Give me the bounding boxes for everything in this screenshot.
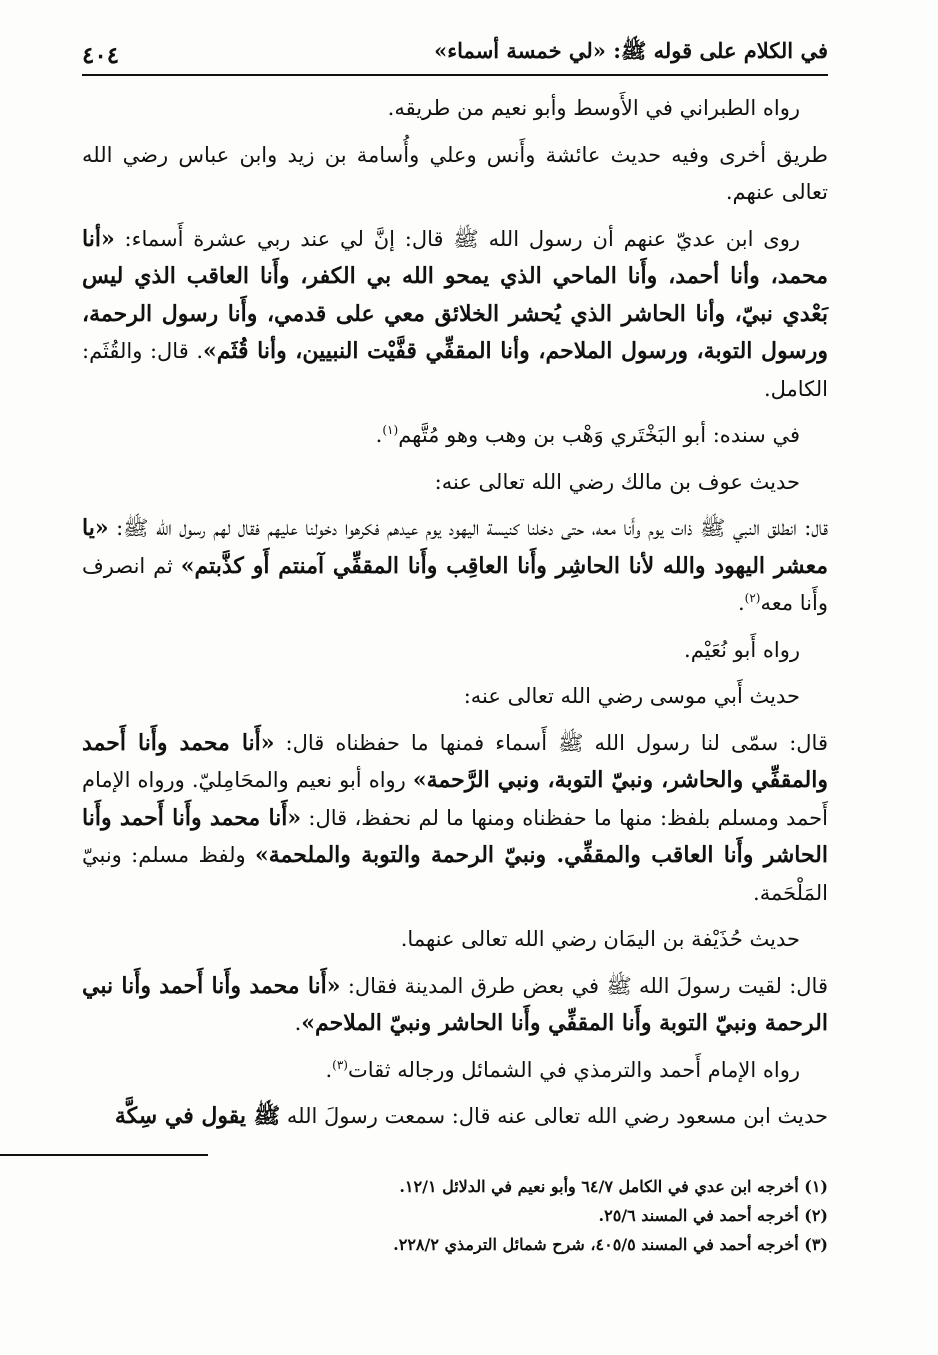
text: طريق أخرى وفيه حديث عائشة وأَنس وعلي وأُسامة بن زيد وابن عباس رضي الله تعالى عنهم.: [82, 142, 828, 204]
paragraph: [82, 464, 828, 502]
paragraph: [82, 417, 828, 455]
paragraph: [82, 632, 828, 670]
section-heading: حديث أَبي موسى رضي الله تعالى عنه:: [463, 684, 800, 708]
footnotes: [98, 1172, 828, 1259]
paragraph: [82, 137, 828, 212]
text: .: [294, 1011, 302, 1035]
header-title: في الكلام على قوله ﷺ: «لي خمسة أسماء»: [434, 38, 828, 63]
text: رواه الطبراني في الأَوسط وأبو نعيم من طريقه.: [387, 96, 800, 120]
paragraph: [82, 1052, 828, 1090]
text: رواه أبو نعيم والمحَامِليّ. ورواه الإمام أَحمد ومسلم بلفظ: منها ما حفظناه ومنها ما لم نحفظ، قال:: [82, 768, 828, 830]
text: قال: انطلق النبي ﷺ ذات يوم وأَنا معه، حتى دخلنا كنيسة اليهود يوم عيدهم فكرهوا دخولنا عليهم فقال لهم رسول الله ﷺ:: [108, 516, 828, 540]
paragraph: [82, 968, 828, 1043]
text: قال: لقيت رسولَ الله ﷺ في بعض طرق المدينة فقال:: [340, 973, 828, 998]
paragraph: [82, 1098, 828, 1136]
paragraph: [82, 510, 828, 623]
section-heading: حديث عوف بن مالك رضي الله تعالى عنه:: [434, 469, 800, 494]
footnote-divider: [0, 1154, 208, 1156]
hadith-quote: «يا معشر اليهود والله لأنا الحاشِر وأَنا العاقِب وأَنا المقفِّي آمنتم أَو كذَّبتم»: [82, 515, 828, 579]
footnote: (٣) أخرجه أحمد في المسند ٤٠٥/٥، شرح شمائل الترمذي ٢٢٨/٢.: [393, 1235, 828, 1254]
main-text: [82, 90, 828, 1136]
hadith-quote: «أنا محمد، وأنا أحمد، وأَنا الماحي الذي يمحو الله بي الكفر، وأَنا العاقب الذي ليس بَعْدي نبيّ، وأنا الحاشر الذي يُحشر الخلائق معي على قدمي، وأَنا رسول الرحمة، ورسول التوبة، ورسول الملاحم، وأنا المقفِّي قفَّيْت النبيين، وأنا قُثَم»: [82, 225, 828, 364]
footnote-ref[interactable]: (٢): [744, 591, 761, 605]
text: قال: سمّى لنا رسول الله ﷺ أَسماء فمنها ما حفظناه قال:: [274, 730, 828, 755]
running-header: [82, 38, 828, 76]
footnote-ref[interactable]: (٣): [332, 1057, 348, 1072]
text: .: [375, 423, 383, 447]
text: ولفظ مسلم: ونبيّ المَلْحَمة.: [82, 843, 828, 905]
paragraph: [82, 725, 828, 913]
text: حديث ابن مسعود رضي الله تعالى عنه قال: سمعت رسولَ الله: [280, 1104, 828, 1128]
hadith-quote: «أَنا محمد وأَنا أَحمد والمقفِّي والحاشر، ونبيّ التوبة، ونبي الرَّحمة»: [82, 729, 828, 793]
paragraph: [82, 90, 828, 128]
text: رواه الإمام أَحمد والترمذي في الشمائل ورجاله ثقات: [347, 1057, 800, 1082]
paragraph: [82, 221, 828, 409]
text: . قال: والقُثَم: الكامل.: [82, 339, 828, 401]
paragraph: [82, 921, 828, 959]
page: [82, 38, 828, 1145]
text: ثم انصرف وأَنا معه: [82, 553, 828, 615]
footnote: (١) أخرجه ابن عدي في الكامل ٦٤/٧ وأبو نعيم في الدلائل ١٢/١.: [399, 1177, 828, 1196]
hadith-quote: «أَنا محمد وأَنا أَحمد وأَنا نبي الرحمة ونبيّ التوبة وأَنا المقفِّي وأَنا الحاشر ونبيّ الملاحم»: [82, 972, 828, 1036]
page-number: ٤٠٤: [82, 42, 120, 69]
text: .: [737, 591, 745, 615]
text: ﷺ يقول في سِكَّة: [114, 1103, 281, 1129]
paragraph: [82, 678, 828, 716]
text: رواه أَبو نُعَيْم.: [684, 637, 800, 662]
section-heading: حديث حُذَيْفة بن اليمَان رضي الله تعالى عنهما.: [400, 927, 800, 951]
text: .: [325, 1057, 333, 1082]
text: روى ابن عديّ عنهم أن رسول الله ﷺ قال: إنَّ لي عند ربي عشرة أَسماء:: [114, 226, 800, 251]
footnote-ref[interactable]: (١): [382, 423, 399, 437]
text: في سنده: أبو البَخْتَري وَهْب بن وهب وهو مُتَّهم: [398, 423, 800, 447]
footnote: (٢) أخرجه أحمد في المسند ٢٥/٦.: [598, 1206, 828, 1225]
hadith-quote: «أَنا محمد وأَنا أَحمد وأَنا الحاشر وأَنا العاقب والمقفِّي. ونبيّ الرحمة والتوبة والملحمة»: [82, 804, 828, 868]
